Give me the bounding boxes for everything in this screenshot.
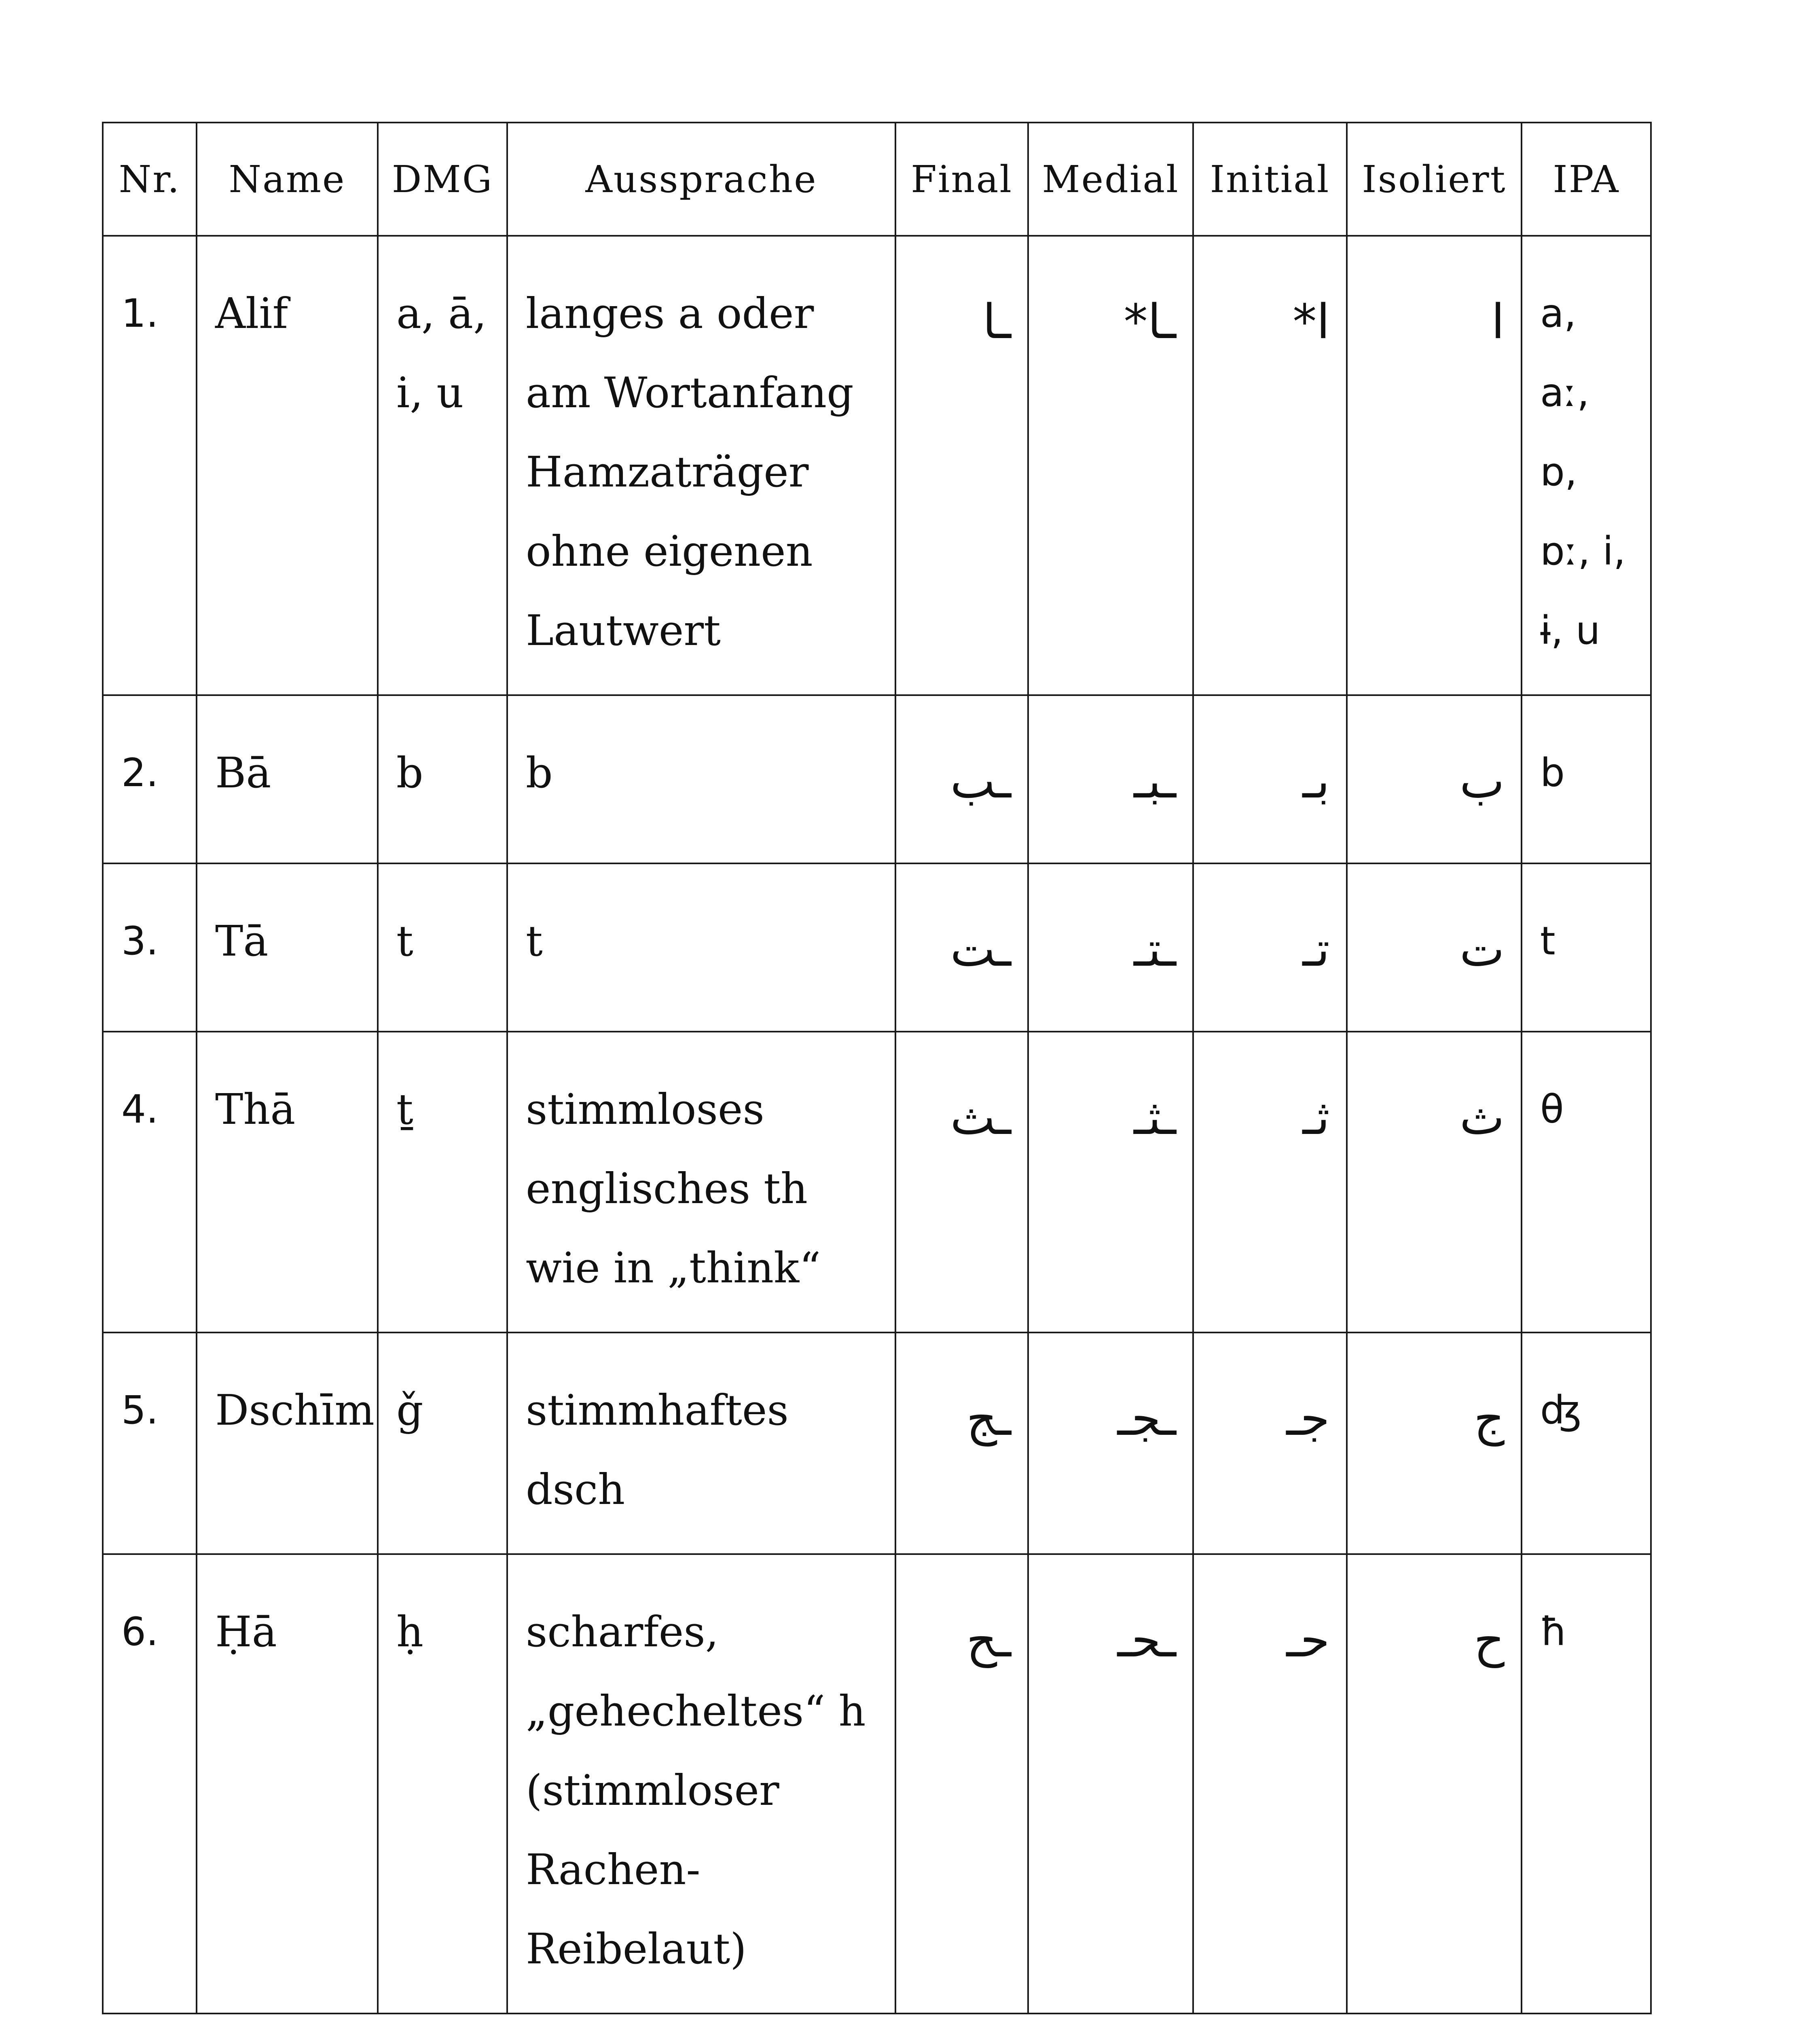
cell-dmg: ḥ (378, 1554, 507, 2014)
cell-name: Dschīm (197, 1332, 378, 1554)
cell-ipa: ħ (1522, 1554, 1651, 2014)
table-header-row (103, 123, 1651, 236)
header-isoliert: Isoliert (1347, 123, 1522, 236)
cell-final: ـح (895, 1554, 1028, 2014)
table-row (103, 695, 1651, 863)
cell-initial: ثـ (1193, 1032, 1347, 1332)
cell-ipa: ʤ (1522, 1332, 1651, 1554)
cell-initial: تـ (1193, 863, 1347, 1032)
cell-medial: ـبـ (1028, 695, 1193, 863)
cell-medial: ـحـ (1028, 1554, 1193, 2014)
cell-dmg: t (378, 863, 507, 1032)
cell-initial: بـ (1193, 695, 1347, 863)
cell-isoliert: ح (1347, 1554, 1522, 2014)
table-row (103, 863, 1651, 1032)
cell-dmg: ṯ (378, 1032, 507, 1332)
table-row (103, 236, 1651, 695)
cell-name: Bā (197, 695, 378, 863)
header-medial: Medial (1028, 123, 1193, 236)
cell-dmg: a, ā, i, u (378, 236, 507, 695)
cell-aussprache: b (507, 695, 895, 863)
cell-initial: حـ (1193, 1554, 1347, 2014)
header-name: Name (197, 123, 378, 236)
header-aussprache: Aussprache (507, 123, 895, 236)
cell-medial: ـجـ (1028, 1332, 1193, 1554)
cell-medial: ـثـ (1028, 1032, 1193, 1332)
cell-name: Thā (197, 1032, 378, 1332)
cell-medial: ـتـ (1028, 863, 1193, 1032)
cell-ipa: θ (1522, 1032, 1651, 1332)
cell-nr: 4. (103, 1032, 197, 1332)
cell-aussprache: stimmhaftes dsch (507, 1332, 895, 1554)
table-row (103, 1554, 1651, 2014)
cell-final: ـت (895, 863, 1028, 1032)
header-ipa: IPA (1522, 123, 1651, 236)
cell-nr: 3. (103, 863, 197, 1032)
cell-isoliert: ج (1347, 1332, 1522, 1554)
cell-aussprache: scharfes, „gehecheltes“ h (stimmloser Rachen-Reibelaut) (507, 1554, 895, 2014)
header-final: Final (895, 123, 1028, 236)
cell-final: ـب (895, 695, 1028, 863)
table-row (103, 1032, 1651, 1332)
cell-nr: 1. (103, 236, 197, 695)
cell-final: ـا (895, 236, 1028, 695)
cell-final: ـج (895, 1332, 1028, 1554)
cell-name: Ḥā (197, 1554, 378, 2014)
cell-ipa: t (1522, 863, 1651, 1032)
cell-dmg: ǧ (378, 1332, 507, 1554)
cell-nr: 2. (103, 695, 197, 863)
cell-nr: 5. (103, 1332, 197, 1554)
cell-initial: جـ (1193, 1332, 1347, 1554)
cell-isoliert: ت (1347, 863, 1522, 1032)
header-initial: Initial (1193, 123, 1347, 236)
cell-isoliert: ا (1347, 236, 1522, 695)
cell-nr: 6. (103, 1554, 197, 2014)
cell-isoliert: ب (1347, 695, 1522, 863)
cell-aussprache: t (507, 863, 895, 1032)
cell-name: Tā (197, 863, 378, 1032)
cell-aussprache: langes a oder am Wortanfang Hamzaträger ohne eigenen Lautwert (507, 236, 895, 695)
cell-isoliert: ث (1347, 1032, 1522, 1332)
table-row (103, 1332, 1651, 1554)
cell-ipa: b (1522, 695, 1651, 863)
cell-aussprache: stimmloses englisches th wie in „think“ (507, 1032, 895, 1332)
cell-dmg: b (378, 695, 507, 863)
cell-initial: ا* (1193, 236, 1347, 695)
cell-final: ـث (895, 1032, 1028, 1332)
header-dmg: DMG (378, 123, 507, 236)
arabic-alphabet-table (102, 122, 1652, 2014)
header-nr: Nr. (103, 123, 197, 236)
cell-name: Alif (197, 236, 378, 695)
cell-ipa: a, aː, ɒ, ɒː, i, ɨ, u (1522, 236, 1651, 695)
cell-medial: ـا* (1028, 236, 1193, 695)
